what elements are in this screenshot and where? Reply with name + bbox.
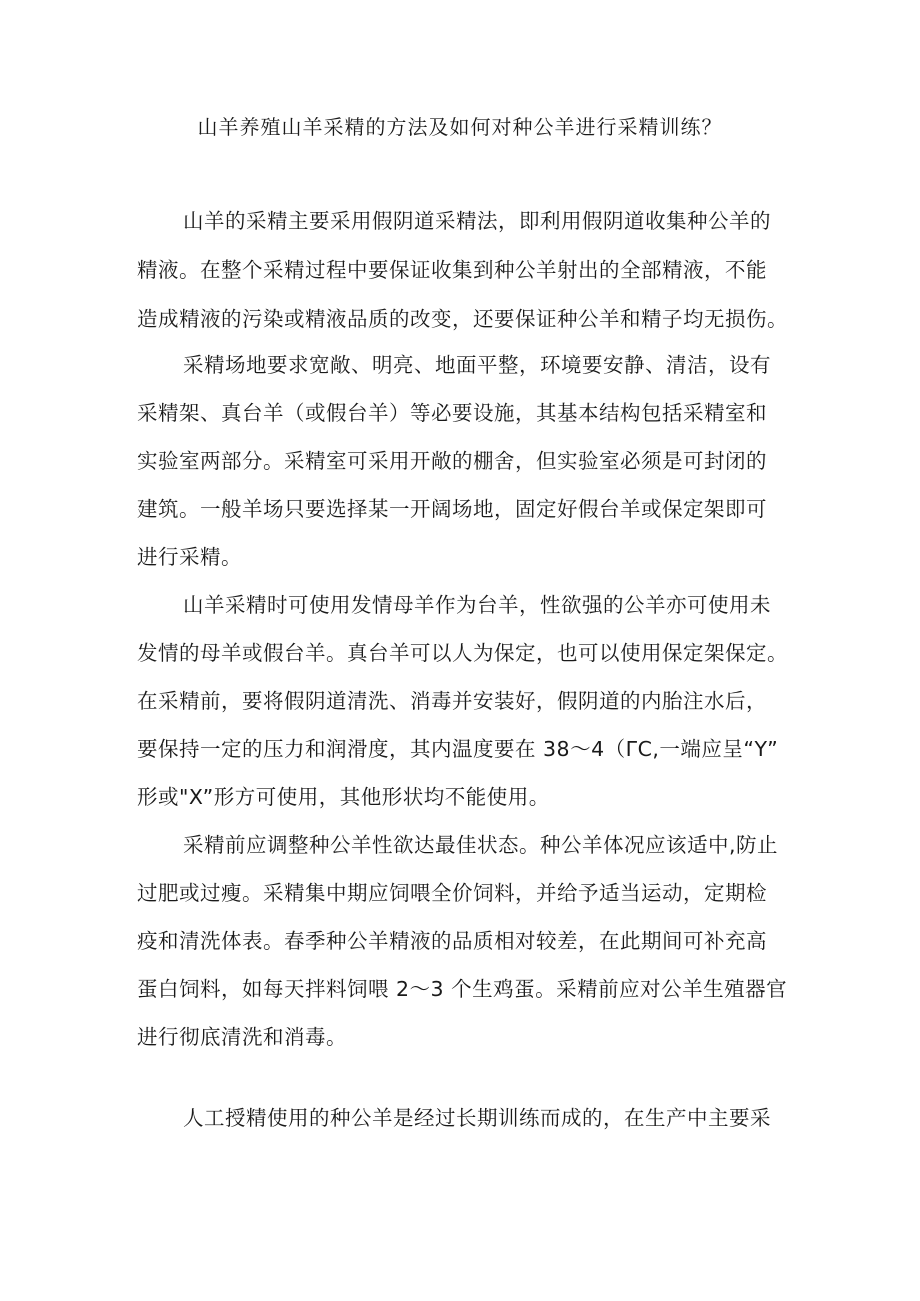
paragraph-3-line-5: 形或"X”形方可使用，其他形状均不能使用。 bbox=[137, 785, 550, 809]
paragraph-4-line-2: 过肥或过瘦。采精集中期应饲喂全价饲料，并给予适当运动，定期检 bbox=[137, 881, 767, 905]
document-title: 山羊养殖山羊采精的方法及如何对种公羊进行采精训练？ bbox=[197, 115, 723, 139]
paragraph-4-line-5: 进行彻底清洗和消毒。 bbox=[137, 1025, 347, 1049]
paragraph-2-line-2: 采精架、真台羊（或假台羊）等必要设施，其基本结构包括采精室和 bbox=[137, 401, 767, 425]
paragraph-2-line-4: 建筑。一般羊场只要选择某一开阔场地，固定好假台羊或保定架即可 bbox=[137, 497, 767, 521]
paragraph-1-line-1: 山羊的采精主要采用假阴道采精法，即利用假阴道收集种公羊的 bbox=[183, 209, 771, 233]
paragraph-4-line-1: 采精前应调整种公羊性欲达最佳状态。种公羊体况应该适中,防止 bbox=[183, 833, 779, 857]
paragraph-1-line-2: 精液。在整个采精过程中要保证收集到种公羊射出的全部精液，不能 bbox=[137, 258, 767, 282]
paragraph-4-line-3: 疫和清洗体表。春季种公羊精液的品质相对较差，在此期间可补充高 bbox=[137, 929, 767, 953]
paragraph-3-line-3: 在采精前，要将假阴道清洗、消毒并安装好，假阴道的内胎注水后， bbox=[137, 689, 767, 713]
paragraph-3-line-2: 发情的母羊或假台羊。真台羊可以人为保定，也可以使用保定架保定。 bbox=[137, 641, 788, 665]
paragraph-2-line-3: 实验室两部分。采精室可采用开敞的棚舍，但实验室必须是可封闭的 bbox=[137, 449, 767, 473]
paragraph-3-line-1: 山羊采精时可使用发情母羊作为台羊，性欲强的公羊亦可使用未 bbox=[183, 593, 771, 617]
paragraph-3-line-4: 要保持一定的压力和润滑度，其内温度要在 38～4（ΓC,一端应呈“Y” bbox=[137, 737, 779, 761]
paragraph-4-line-4: 蛋白饲料，如每天拌料饲喂 2～3 个生鸡蛋。采精前应对公羊生殖器官 bbox=[137, 977, 788, 1001]
paragraph-5-line-1: 人工授精使用的种公羊是经过长期训练而成的，在生产中主要采 bbox=[183, 1106, 771, 1130]
paragraph-2-line-5: 进行采精。 bbox=[137, 545, 242, 569]
paragraph-1-line-3: 造成精液的污染或精液品质的改变，还要保证种公羊和精子均无损伤。 bbox=[137, 307, 788, 331]
paragraph-2-line-1: 采精场地要求宽敞、明亮、地面平整，环境要安静、清洁，设有 bbox=[183, 353, 771, 377]
